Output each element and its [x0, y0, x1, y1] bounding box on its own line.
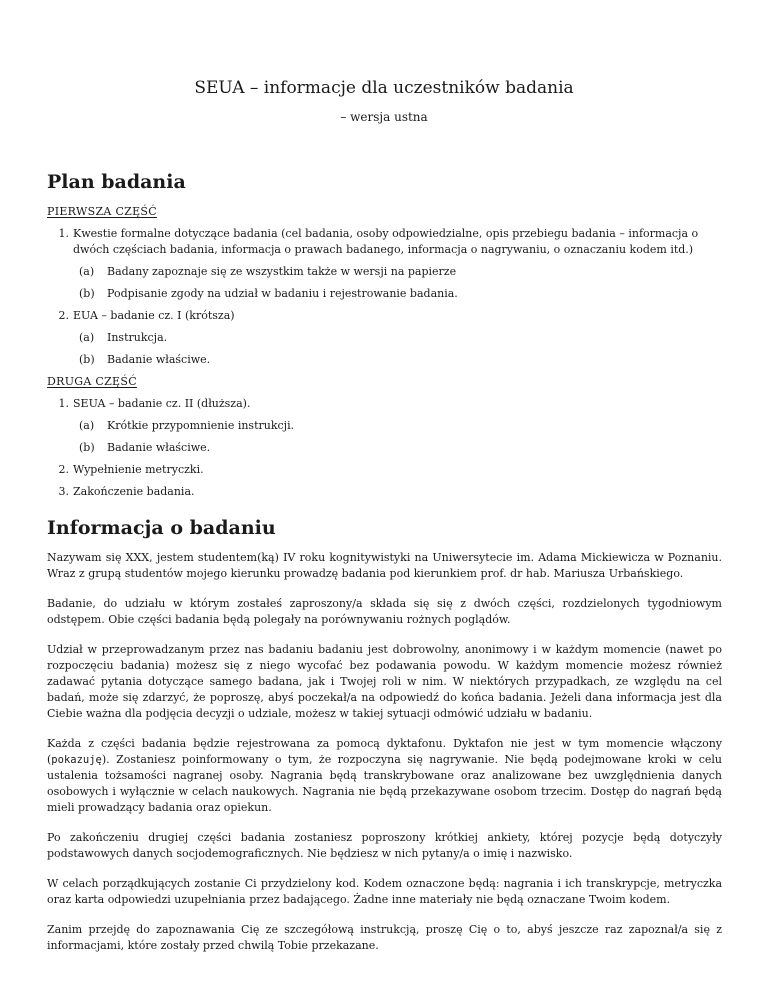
sub-list: [73, 330, 722, 368]
item-number: 1.: [58, 227, 69, 240]
sub-item-text: Krótkie przypomnienie instrukcji.: [107, 419, 295, 432]
sub-list: [73, 418, 722, 456]
sub-item-number: (b): [79, 353, 95, 366]
list-item: [47, 396, 722, 456]
info-section: [47, 516, 722, 954]
info-paragraph-7: Zanim przejdę do zapoznawania Cię ze szczegółową instrukcją, proszę Cię o to, abyś jeszcze raz zapoznał/a się z informacjami, które zostały przed chwilą Tobie przekazane.: [47, 923, 722, 952]
item-number: 1.: [58, 397, 69, 410]
sub-item-text: Badany zapoznaje się ze wszystkim także w wersji na papierze: [107, 265, 457, 278]
part1-list: [47, 226, 722, 368]
document-title: SEUA – informacje dla uczestników badania: [194, 78, 574, 98]
plan-heading: Plan badania: [47, 171, 186, 193]
item-text: Wypełnienie metryczki.: [73, 463, 204, 476]
plan-section: [47, 170, 722, 500]
sub-list-item: [73, 440, 722, 456]
info-paragraph-5: Po zakończeniu drugiej części badania zostaniesz poproszony krótkiej ankiety, której pozycje będą dotyczyły podstawowych danych socjodemograficznych. Nie będziesz w nich pytany/a o imię i nazwisko.: [47, 831, 722, 860]
sub-item-number: (b): [79, 441, 95, 454]
item-text: Zakończenie badania.: [73, 485, 195, 498]
sub-list-item: [73, 352, 722, 368]
sub-list-item: [73, 264, 722, 280]
item-number: 3.: [58, 485, 69, 498]
sub-list: [73, 264, 722, 302]
info-paragraph-6: W celach porządkujących zostanie Ci przydzielony kod. Kodem oznaczone będą: nagrania i ich transkrypcje, metryczka oraz karta odpowiedzi uzupełniania przez badającego. Żadne inne materiały nie będą oznaczane Twoim kodem.: [47, 877, 722, 906]
paragraph-text: Każda z części badania będzie rejestrowana za pomocą dyktafonu. Dyktafon nie jest w tym momencie włączony (: [47, 737, 722, 766]
sub-item-number: (a): [79, 419, 95, 432]
list-item: [47, 462, 722, 478]
item-text: SEUA – badanie cz. II (dłuższa).: [73, 397, 251, 410]
sub-item-number: (a): [79, 265, 95, 278]
sub-item-text: Badanie właściwe.: [107, 441, 211, 454]
sub-item-number: (b): [79, 287, 95, 300]
sub-item-number: (a): [79, 331, 95, 344]
sub-list-item: [73, 286, 722, 302]
sub-item-text: Badanie właściwe.: [107, 353, 211, 366]
item-text: Kwestie formalne dotyczące badania (cel badania, osoby odpowiedzialne, opis przebiegu badania – informacja o dwóch częściach badania, informacja o prawach badanego, informacja o nagrywaniu, o oznaczaniu kodem itd.): [73, 227, 699, 256]
document-subtitle: – wersja ustna: [340, 110, 428, 124]
list-item: [47, 226, 722, 302]
document-body: [47, 170, 722, 968]
item-text: EUA – badanie cz. I (krótsza): [73, 309, 235, 322]
part1-label: PIERWSZA CZĘŚĆ: [47, 205, 157, 218]
sub-list-item: [73, 418, 722, 434]
item-number: 2.: [58, 463, 69, 476]
sub-item-text: Podpisanie zgody na udział w badaniu i rejestrowanie badania.: [107, 287, 458, 300]
info-heading: Informacja o badaniu: [47, 517, 276, 539]
sub-item-text: Instrukcja.: [107, 331, 168, 344]
list-item: [47, 308, 722, 368]
info-paragraph-3: Udział w przeprowadzanym przez nas badaniu badaniu jest dobrowolny, anonimowy i w każdym momencie (nawet po rozpoczęciu badania) możesz się z niego wycofać bez podawania powodu. W każdym momencie możesz również zadawać pytania dotyczące samego badana, jak i Twojej roli w nim. W niektórych przypadkach, ze względu na cel badań, może się zdarzyć, że poproszę, abyś poczekał/a na odpowiedź do końca badania. Jeżeli dana informacja jest dla Ciebie ważna dla podjęcia decyzji o udziale, możesz w takiej sytuacji odmówić udziału w badaniu.: [47, 643, 722, 720]
monospace-text: pokazuję: [51, 754, 102, 766]
sub-list-item: [73, 330, 722, 346]
info-paragraph-4: [47, 736, 722, 816]
part2-list: [47, 396, 722, 500]
info-paragraph-1: Nazywam się XXX, jestem studentem(ką) IV roku kognitywistyki na Uniwersytecie im. Adama Mickiewicza w Poznaniu. Wraz z grupą studentów mojego kierunku prowadzę badania pod kierunkiem prof. dr hab. Mariusza Urbańskiego.: [47, 551, 722, 580]
list-item: [47, 484, 722, 500]
info-paragraph-2: Badanie, do udziału w którym zostałeś zaproszony/a składa się się z dwóch części, rozdzielonych tygodniowym odstępem. Obie części badania będą polegały na porównywaniu rożnych poglądów.: [47, 597, 722, 626]
item-number: 2.: [58, 309, 69, 322]
paragraph-text: ). Zostaniesz poinformowany o tym, że rozpoczyna się nagrywanie. Nie będą podejmowane kroki w celu ustalenia tożsamości nagranej osoby. Nagrania będą transkrybowane oraz analizowane bez uwzględnienia danych osobowych i wyłącznie w celach naukowych. Nagrania nie będą przekazywane osobom trzecim. Dostęp do nagrań będą mieli prowadzący badania oraz opiekun.: [47, 753, 722, 814]
part2-label: DRUGA CZĘŚĆ: [47, 375, 137, 388]
